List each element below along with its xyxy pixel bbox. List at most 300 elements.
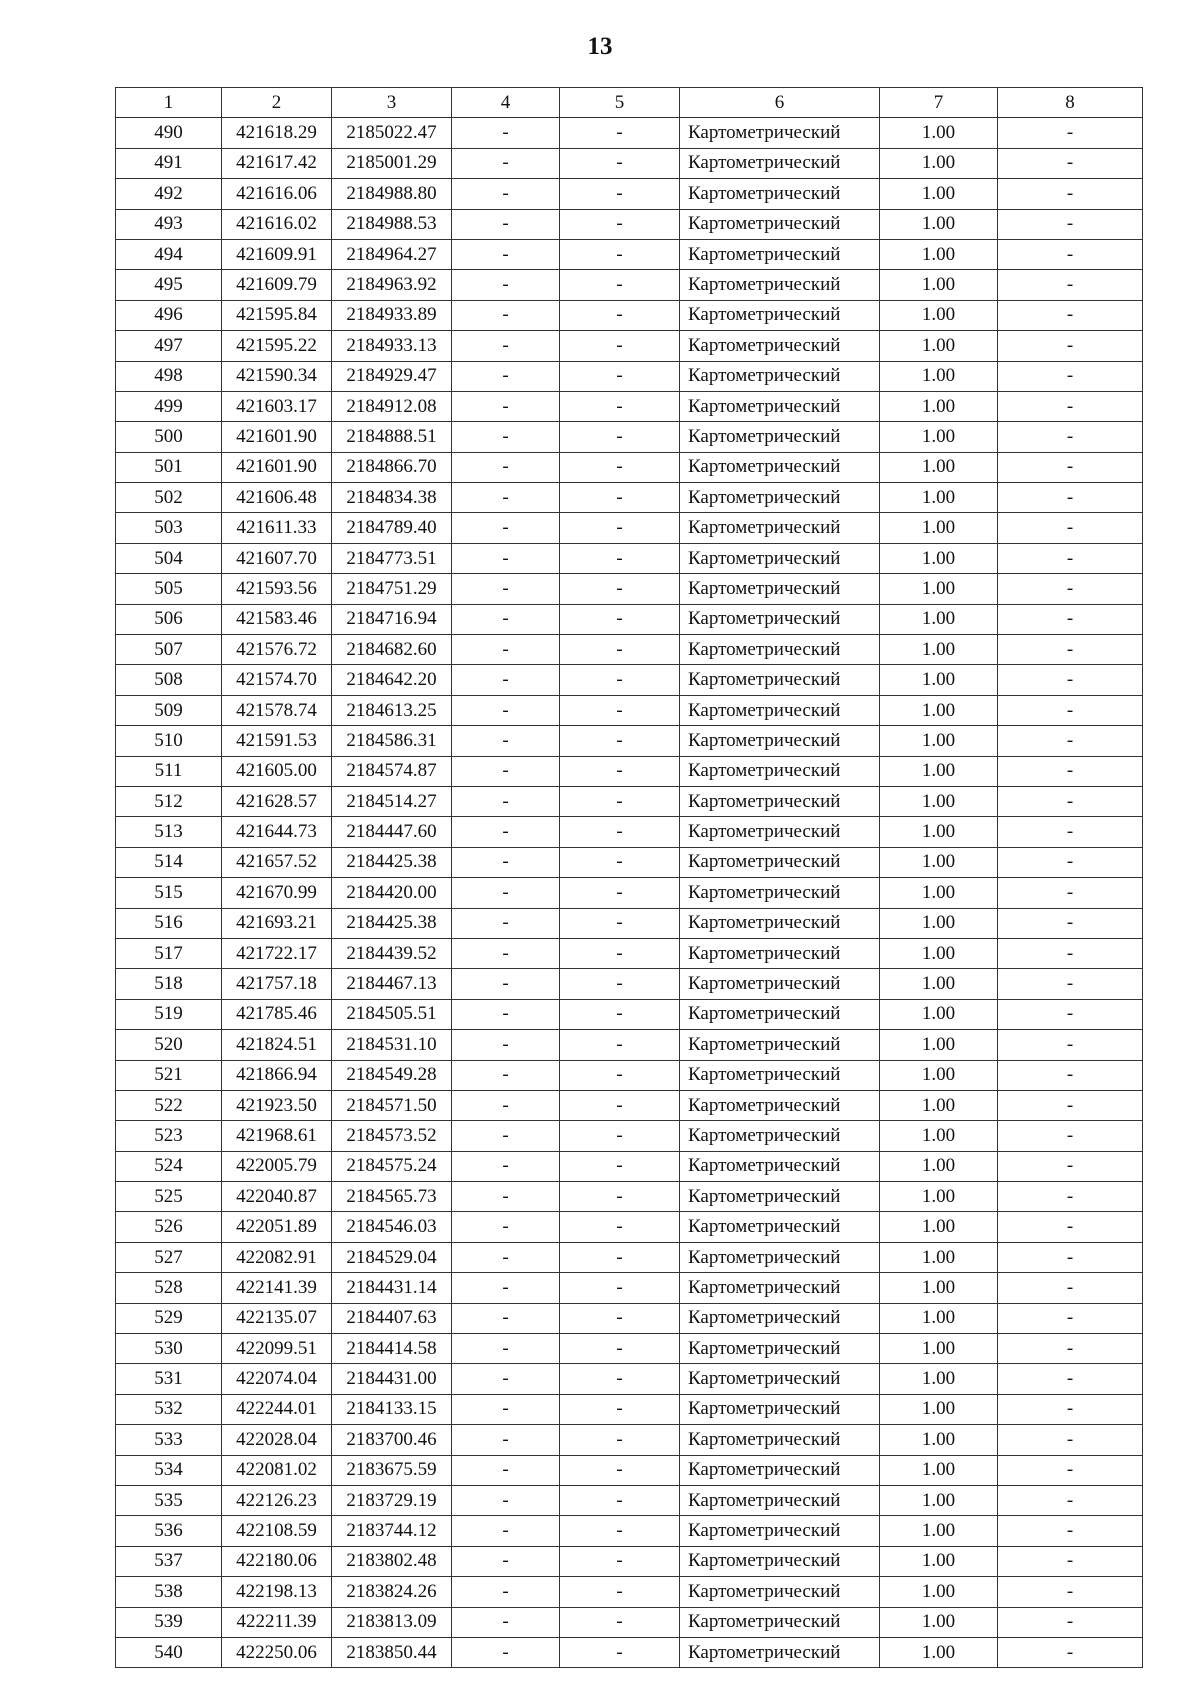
y-coordinate-cell: 2184834.38 [332, 483, 452, 513]
table-row [116, 1121, 1143, 1151]
table-row [116, 361, 1143, 391]
method-cell: Картометрический [680, 1121, 880, 1151]
col5-cell: - [560, 1030, 680, 1060]
y-coordinate-cell: 2184912.08 [332, 391, 452, 421]
col5-cell: - [560, 969, 680, 999]
accuracy-cell: 1.00 [880, 1242, 998, 1272]
column-header: 6 [680, 88, 880, 118]
table-row [116, 999, 1143, 1029]
col4-cell: - [452, 239, 560, 269]
table-row [116, 148, 1143, 178]
accuracy-cell: 1.00 [880, 1637, 998, 1667]
table-row [116, 1485, 1143, 1515]
col5-cell: - [560, 179, 680, 209]
col4-cell: - [452, 1334, 560, 1364]
accuracy-cell: 1.00 [880, 695, 998, 725]
col4-cell: - [452, 938, 560, 968]
x-coordinate-cell: 421578.74 [222, 695, 332, 725]
point-number-cell: 514 [116, 847, 222, 877]
col8-cell: - [998, 1425, 1143, 1455]
accuracy-cell: 1.00 [880, 1425, 998, 1455]
table-row [116, 1060, 1143, 1090]
table-row [116, 1151, 1143, 1181]
column-header: 3 [332, 88, 452, 118]
col5-cell: - [560, 574, 680, 604]
y-coordinate-cell: 2183813.09 [332, 1607, 452, 1637]
method-cell: Картометрический [680, 1334, 880, 1364]
col5-cell: - [560, 361, 680, 391]
x-coordinate-cell: 422250.06 [222, 1637, 332, 1667]
col4-cell: - [452, 1242, 560, 1272]
accuracy-cell: 1.00 [880, 604, 998, 634]
col4-cell: - [452, 1090, 560, 1120]
method-cell: Картометрический [680, 118, 880, 148]
table-row [116, 908, 1143, 938]
header-row [116, 88, 1143, 118]
col5-cell: - [560, 786, 680, 816]
method-cell: Картометрический [680, 452, 880, 482]
col8-cell: - [998, 695, 1143, 725]
col4-cell: - [452, 1151, 560, 1181]
col5-cell: - [560, 513, 680, 543]
table-row [116, 726, 1143, 756]
table-row [116, 391, 1143, 421]
method-cell: Картометрический [680, 938, 880, 968]
table-row [116, 695, 1143, 725]
table-row [116, 422, 1143, 452]
col4-cell: - [452, 1516, 560, 1546]
col4-cell: - [452, 391, 560, 421]
col4-cell: - [452, 1182, 560, 1212]
col8-cell: - [998, 635, 1143, 665]
col5-cell: - [560, 1121, 680, 1151]
accuracy-cell: 1.00 [880, 1455, 998, 1485]
table-row [116, 1425, 1143, 1455]
table-row [116, 1242, 1143, 1272]
table-row [116, 817, 1143, 847]
x-coordinate-cell: 421866.94 [222, 1060, 332, 1090]
col8-cell: - [998, 878, 1143, 908]
col5-cell: - [560, 452, 680, 482]
accuracy-cell: 1.00 [880, 148, 998, 178]
col5-cell: - [560, 878, 680, 908]
accuracy-cell: 1.00 [880, 726, 998, 756]
col4-cell: - [452, 878, 560, 908]
point-number-cell: 527 [116, 1242, 222, 1272]
y-coordinate-cell: 2184133.15 [332, 1394, 452, 1424]
col8-cell: - [998, 1516, 1143, 1546]
col8-cell: - [998, 239, 1143, 269]
point-number-cell: 507 [116, 635, 222, 665]
accuracy-cell: 1.00 [880, 574, 998, 604]
point-number-cell: 511 [116, 756, 222, 786]
point-number-cell: 540 [116, 1637, 222, 1667]
point-number-cell: 504 [116, 543, 222, 573]
table-row [116, 1607, 1143, 1637]
y-coordinate-cell: 2184963.92 [332, 270, 452, 300]
method-cell: Картометрический [680, 1090, 880, 1120]
table-row [116, 543, 1143, 573]
accuracy-cell: 1.00 [880, 300, 998, 330]
col8-cell: - [998, 331, 1143, 361]
accuracy-cell: 1.00 [880, 786, 998, 816]
col5-cell: - [560, 999, 680, 1029]
col5-cell: - [560, 695, 680, 725]
col5-cell: - [560, 1485, 680, 1515]
col8-cell: - [998, 118, 1143, 148]
x-coordinate-cell: 422099.51 [222, 1334, 332, 1364]
point-number-cell: 531 [116, 1364, 222, 1394]
y-coordinate-cell: 2184571.50 [332, 1090, 452, 1120]
y-coordinate-cell: 2185001.29 [332, 148, 452, 178]
accuracy-cell: 1.00 [880, 361, 998, 391]
method-cell: Картометрический [680, 1030, 880, 1060]
col8-cell: - [998, 1394, 1143, 1424]
y-coordinate-cell: 2184929.47 [332, 361, 452, 391]
col5-cell: - [560, 148, 680, 178]
column-header: 8 [998, 88, 1143, 118]
x-coordinate-cell: 421583.46 [222, 604, 332, 634]
y-coordinate-cell: 2183850.44 [332, 1637, 452, 1667]
col8-cell: - [998, 543, 1143, 573]
x-coordinate-cell: 422126.23 [222, 1485, 332, 1515]
accuracy-cell: 1.00 [880, 1607, 998, 1637]
point-number-cell: 538 [116, 1577, 222, 1607]
col8-cell: - [998, 483, 1143, 513]
accuracy-cell: 1.00 [880, 452, 998, 482]
point-number-cell: 512 [116, 786, 222, 816]
col8-cell: - [998, 938, 1143, 968]
x-coordinate-cell: 421722.17 [222, 938, 332, 968]
x-coordinate-cell: 422051.89 [222, 1212, 332, 1242]
col5-cell: - [560, 1394, 680, 1424]
point-number-cell: 526 [116, 1212, 222, 1242]
method-cell: Картометрический [680, 1060, 880, 1090]
col5-cell: - [560, 756, 680, 786]
point-number-cell: 529 [116, 1303, 222, 1333]
col5-cell: - [560, 1273, 680, 1303]
method-cell: Картометрический [680, 1364, 880, 1394]
point-number-cell: 537 [116, 1546, 222, 1576]
col8-cell: - [998, 270, 1143, 300]
x-coordinate-cell: 421576.72 [222, 635, 332, 665]
x-coordinate-cell: 421609.91 [222, 239, 332, 269]
y-coordinate-cell: 2184613.25 [332, 695, 452, 725]
col4-cell: - [452, 1121, 560, 1151]
col8-cell: - [998, 908, 1143, 938]
point-number-cell: 499 [116, 391, 222, 421]
point-number-cell: 500 [116, 422, 222, 452]
col4-cell: - [452, 209, 560, 239]
col8-cell: - [998, 452, 1143, 482]
y-coordinate-cell: 2184431.14 [332, 1273, 452, 1303]
point-number-cell: 513 [116, 817, 222, 847]
col8-cell: - [998, 756, 1143, 786]
point-number-cell: 494 [116, 239, 222, 269]
method-cell: Картометрический [680, 391, 880, 421]
x-coordinate-cell: 421601.90 [222, 452, 332, 482]
table-row [116, 1303, 1143, 1333]
y-coordinate-cell: 2184505.51 [332, 999, 452, 1029]
col5-cell: - [560, 300, 680, 330]
x-coordinate-cell: 421617.42 [222, 148, 332, 178]
col4-cell: - [452, 756, 560, 786]
table-row [116, 1030, 1143, 1060]
col4-cell: - [452, 786, 560, 816]
col8-cell: - [998, 1577, 1143, 1607]
table-row [116, 513, 1143, 543]
method-cell: Картометрический [680, 1577, 880, 1607]
point-number-cell: 535 [116, 1485, 222, 1515]
accuracy-cell: 1.00 [880, 847, 998, 877]
accuracy-cell: 1.00 [880, 1546, 998, 1576]
method-cell: Картометрический [680, 1394, 880, 1424]
x-coordinate-cell: 422135.07 [222, 1303, 332, 1333]
table-row [116, 1090, 1143, 1120]
point-number-cell: 502 [116, 483, 222, 513]
col4-cell: - [452, 331, 560, 361]
point-number-cell: 509 [116, 695, 222, 725]
x-coordinate-cell: 421601.90 [222, 422, 332, 452]
point-number-cell: 532 [116, 1394, 222, 1424]
col5-cell: - [560, 1455, 680, 1485]
x-coordinate-cell: 421644.73 [222, 817, 332, 847]
method-cell: Картометрический [680, 604, 880, 634]
col8-cell: - [998, 391, 1143, 421]
method-cell: Картометрический [680, 1303, 880, 1333]
table-row [116, 209, 1143, 239]
point-number-cell: 515 [116, 878, 222, 908]
col5-cell: - [560, 665, 680, 695]
point-number-cell: 528 [116, 1273, 222, 1303]
method-cell: Картометрический [680, 756, 880, 786]
point-number-cell: 536 [116, 1516, 222, 1546]
method-cell: Картометрический [680, 483, 880, 513]
accuracy-cell: 1.00 [880, 1364, 998, 1394]
col4-cell: - [452, 695, 560, 725]
accuracy-cell: 1.00 [880, 1090, 998, 1120]
method-cell: Картометрический [680, 1485, 880, 1515]
x-coordinate-cell: 422198.13 [222, 1577, 332, 1607]
point-number-cell: 523 [116, 1121, 222, 1151]
x-coordinate-cell: 422141.39 [222, 1273, 332, 1303]
col8-cell: - [998, 604, 1143, 634]
point-number-cell: 522 [116, 1090, 222, 1120]
accuracy-cell: 1.00 [880, 1030, 998, 1060]
table-row [116, 574, 1143, 604]
method-cell: Картометрический [680, 1182, 880, 1212]
x-coordinate-cell: 421628.57 [222, 786, 332, 816]
column-header: 4 [452, 88, 560, 118]
accuracy-cell: 1.00 [880, 543, 998, 573]
point-number-cell: 493 [116, 209, 222, 239]
method-cell: Картометрический [680, 1546, 880, 1576]
method-cell: Картометрический [680, 1607, 880, 1637]
col5-cell: - [560, 817, 680, 847]
accuracy-cell: 1.00 [880, 938, 998, 968]
x-coordinate-cell: 421609.79 [222, 270, 332, 300]
method-cell: Картометрический [680, 908, 880, 938]
accuracy-cell: 1.00 [880, 999, 998, 1029]
col8-cell: - [998, 179, 1143, 209]
point-number-cell: 498 [116, 361, 222, 391]
x-coordinate-cell: 421616.06 [222, 179, 332, 209]
col4-cell: - [452, 1060, 560, 1090]
y-coordinate-cell: 2183729.19 [332, 1485, 452, 1515]
col8-cell: - [998, 847, 1143, 877]
y-coordinate-cell: 2184751.29 [332, 574, 452, 604]
x-coordinate-cell: 422074.04 [222, 1364, 332, 1394]
method-cell: Картометрический [680, 1425, 880, 1455]
y-coordinate-cell: 2184575.24 [332, 1151, 452, 1181]
col8-cell: - [998, 1182, 1143, 1212]
col5-cell: - [560, 270, 680, 300]
col4-cell: - [452, 969, 560, 999]
col4-cell: - [452, 1425, 560, 1455]
col5-cell: - [560, 938, 680, 968]
point-number-cell: 508 [116, 665, 222, 695]
point-number-cell: 495 [116, 270, 222, 300]
table-row [116, 1516, 1143, 1546]
x-coordinate-cell: 421595.22 [222, 331, 332, 361]
x-coordinate-cell: 422028.04 [222, 1425, 332, 1455]
x-coordinate-cell: 421591.53 [222, 726, 332, 756]
table-row [116, 118, 1143, 148]
col8-cell: - [998, 1455, 1143, 1485]
y-coordinate-cell: 2184933.89 [332, 300, 452, 330]
y-coordinate-cell: 2184716.94 [332, 604, 452, 634]
y-coordinate-cell: 2184407.63 [332, 1303, 452, 1333]
method-cell: Картометрический [680, 513, 880, 543]
accuracy-cell: 1.00 [880, 1394, 998, 1424]
x-coordinate-cell: 422082.91 [222, 1242, 332, 1272]
col4-cell: - [452, 148, 560, 178]
table-row [116, 665, 1143, 695]
point-number-cell: 518 [116, 969, 222, 999]
col5-cell: - [560, 1242, 680, 1272]
col5-cell: - [560, 331, 680, 361]
x-coordinate-cell: 421593.56 [222, 574, 332, 604]
table-row [116, 452, 1143, 482]
point-number-cell: 510 [116, 726, 222, 756]
accuracy-cell: 1.00 [880, 1121, 998, 1151]
method-cell: Картометрический [680, 1151, 880, 1181]
col8-cell: - [998, 361, 1143, 391]
table-row [116, 969, 1143, 999]
table-row [116, 331, 1143, 361]
x-coordinate-cell: 421590.34 [222, 361, 332, 391]
table-body [116, 118, 1143, 1668]
col8-cell: - [998, 1060, 1143, 1090]
x-coordinate-cell: 421657.52 [222, 847, 332, 877]
table-row [116, 179, 1143, 209]
accuracy-cell: 1.00 [880, 1273, 998, 1303]
y-coordinate-cell: 2183744.12 [332, 1516, 452, 1546]
col4-cell: - [452, 483, 560, 513]
col5-cell: - [560, 1607, 680, 1637]
x-coordinate-cell: 421693.21 [222, 908, 332, 938]
col4-cell: - [452, 543, 560, 573]
x-coordinate-cell: 421670.99 [222, 878, 332, 908]
col4-cell: - [452, 1546, 560, 1576]
point-number-cell: 490 [116, 118, 222, 148]
table-row [116, 1182, 1143, 1212]
y-coordinate-cell: 2184414.58 [332, 1334, 452, 1364]
method-cell: Картометрический [680, 1273, 880, 1303]
accuracy-cell: 1.00 [880, 1303, 998, 1333]
col4-cell: - [452, 452, 560, 482]
point-number-cell: 519 [116, 999, 222, 1029]
point-number-cell: 491 [116, 148, 222, 178]
col4-cell: - [452, 361, 560, 391]
col8-cell: - [998, 1607, 1143, 1637]
accuracy-cell: 1.00 [880, 483, 998, 513]
col4-cell: - [452, 665, 560, 695]
x-coordinate-cell: 421757.18 [222, 969, 332, 999]
point-number-cell: 539 [116, 1607, 222, 1637]
col8-cell: - [998, 1212, 1143, 1242]
accuracy-cell: 1.00 [880, 270, 998, 300]
y-coordinate-cell: 2184866.70 [332, 452, 452, 482]
y-coordinate-cell: 2184773.51 [332, 543, 452, 573]
table-row [116, 1273, 1143, 1303]
table-row [116, 878, 1143, 908]
point-number-cell: 505 [116, 574, 222, 604]
col5-cell: - [560, 1516, 680, 1546]
x-coordinate-cell: 421824.51 [222, 1030, 332, 1060]
x-coordinate-cell: 421618.29 [222, 118, 332, 148]
y-coordinate-cell: 2184439.52 [332, 938, 452, 968]
x-coordinate-cell: 421606.48 [222, 483, 332, 513]
col4-cell: - [452, 574, 560, 604]
point-number-cell: 517 [116, 938, 222, 968]
col8-cell: - [998, 1546, 1143, 1576]
accuracy-cell: 1.00 [880, 1182, 998, 1212]
col5-cell: - [560, 118, 680, 148]
y-coordinate-cell: 2184573.52 [332, 1121, 452, 1151]
col5-cell: - [560, 1060, 680, 1090]
accuracy-cell: 1.00 [880, 239, 998, 269]
table-row [116, 1334, 1143, 1364]
col5-cell: - [560, 635, 680, 665]
col4-cell: - [452, 604, 560, 634]
col4-cell: - [452, 300, 560, 330]
table-row [116, 938, 1143, 968]
col4-cell: - [452, 1273, 560, 1303]
method-cell: Картометрический [680, 574, 880, 604]
y-coordinate-cell: 2184425.38 [332, 847, 452, 877]
y-coordinate-cell: 2184549.28 [332, 1060, 452, 1090]
table-row [116, 270, 1143, 300]
y-coordinate-cell: 2184988.53 [332, 209, 452, 239]
x-coordinate-cell: 422081.02 [222, 1455, 332, 1485]
y-coordinate-cell: 2184964.27 [332, 239, 452, 269]
y-coordinate-cell: 2184574.87 [332, 756, 452, 786]
table-row [116, 300, 1143, 330]
column-header: 7 [880, 88, 998, 118]
col8-cell: - [998, 1485, 1143, 1515]
y-coordinate-cell: 2184531.10 [332, 1030, 452, 1060]
col5-cell: - [560, 1151, 680, 1181]
method-cell: Картометрический [680, 999, 880, 1029]
point-number-cell: 497 [116, 331, 222, 361]
point-number-cell: 492 [116, 179, 222, 209]
table-row [116, 1364, 1143, 1394]
method-cell: Картометрический [680, 695, 880, 725]
x-coordinate-cell: 421785.46 [222, 999, 332, 1029]
col8-cell: - [998, 1121, 1143, 1151]
col5-cell: - [560, 1303, 680, 1333]
